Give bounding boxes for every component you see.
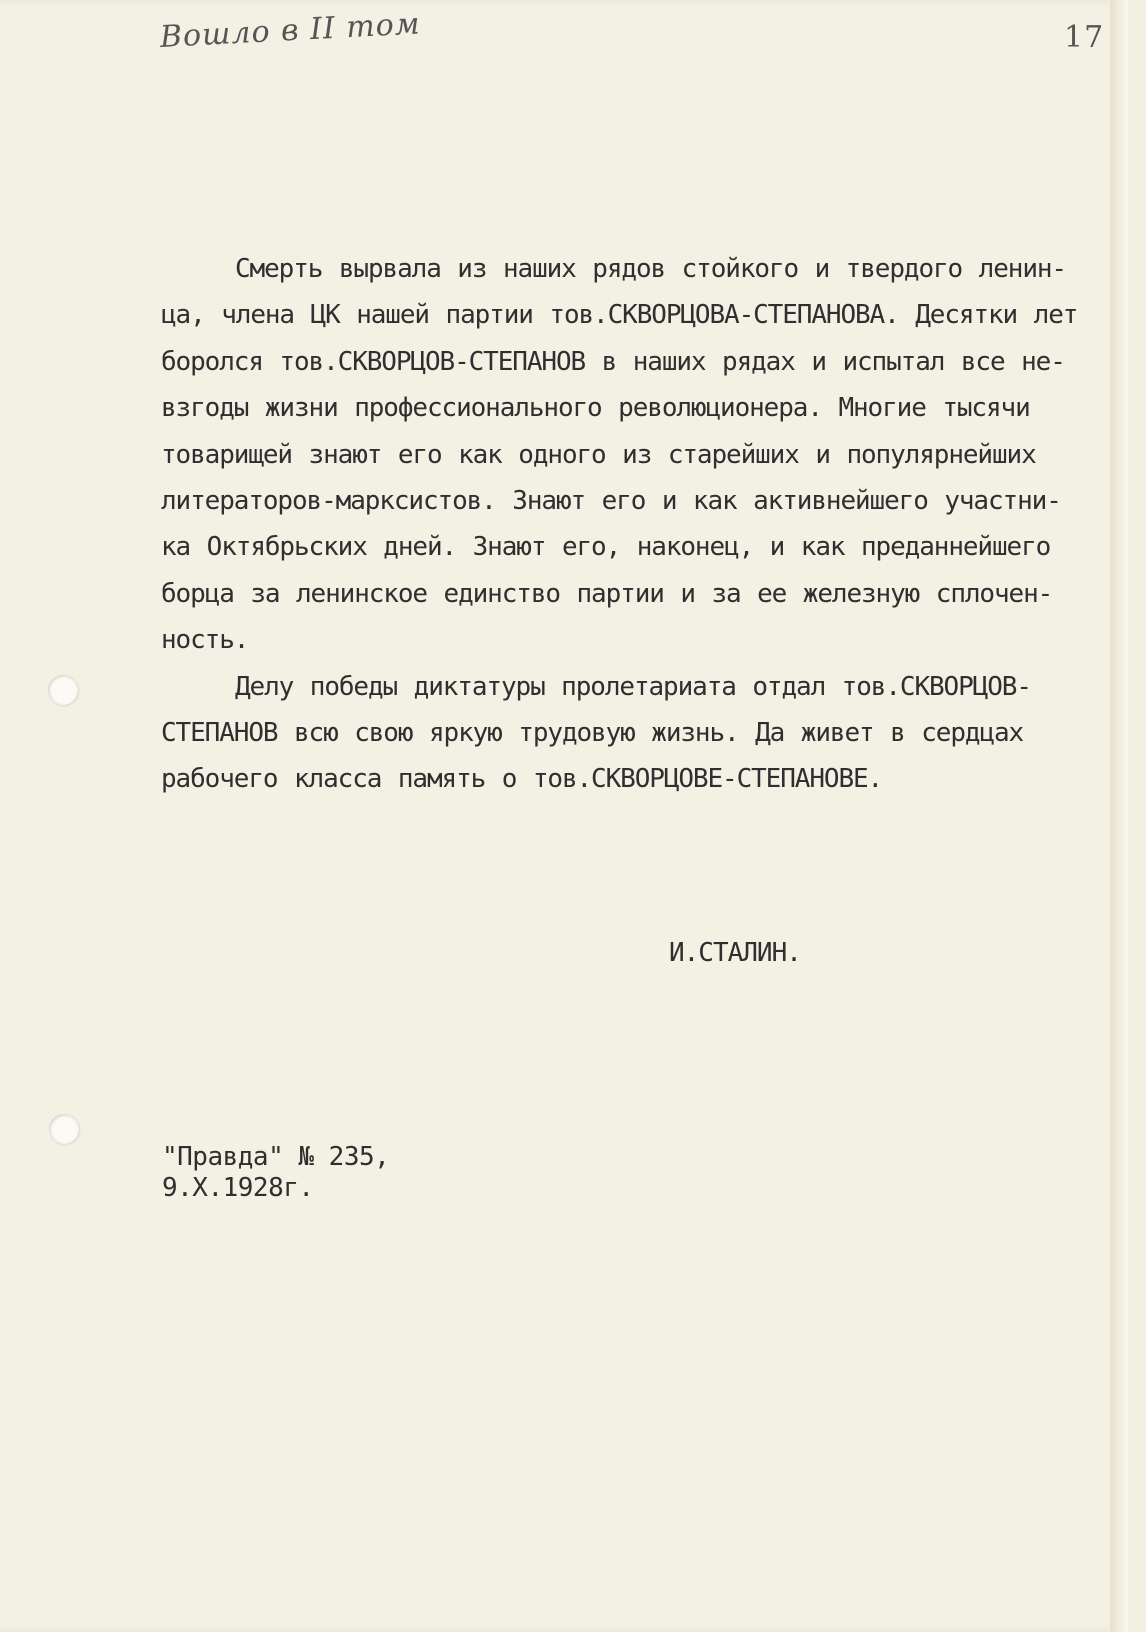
text-line: борца за ленинское единство партии и за ее железную сплочен- [161,578,1053,609]
source-line: 9.X.1928г. [162,1173,314,1203]
punch-hole [48,675,78,705]
text-line: Смерть вырвала из наших рядов стойкого и твердого ленин- [235,254,1066,284]
text-line: боролся тов.СКВОРЦОВ-СТЕПАНОВ в наших рядах и испытал все не- [161,346,1065,377]
source-line: "Правда" № 235, [162,1142,390,1172]
source-citation [162,1142,389,1204]
text-line: литераторов-марксистов. Знают его и как активнейшего участни- [161,486,1061,517]
punch-hole [49,1114,79,1144]
text-line: взгоды жизни профессионального революционера. Многие тысячи [161,393,1030,424]
text-line: ца, члена ЦК нашей партии тов.СКВОРЦОВА-СТЕПАНОВА. Десятки лет [161,300,1078,331]
page-edge [1110,0,1128,1632]
text-line: товарищей знают его как одного из старейших и популярнейших [161,439,1036,470]
text-line: ность. [161,625,249,656]
paragraph-2 [161,664,1121,803]
text-line: СТЕПАНОВ всю свою яркую трудовую жизнь. Да живет в сердцах [161,718,1024,749]
handwritten-note: Вошло в II том [159,6,422,55]
text-line: Делу победы диктатуры пролетариата отдал тов.СКВОРЦОВ- [235,671,1031,702]
paragraph-1 [161,246,1121,664]
body-text [161,246,1121,803]
text-line: рабочего класса память о тов.СКВОРЦОВЕ-СТЕПАНОВЕ. [161,764,883,795]
text-line: ка Октябрьских дней. Знают его, наконец, и как преданнейшего [161,532,1051,563]
signature: И.СТАЛИН. [669,938,801,968]
page-number: 17 [1064,20,1105,55]
